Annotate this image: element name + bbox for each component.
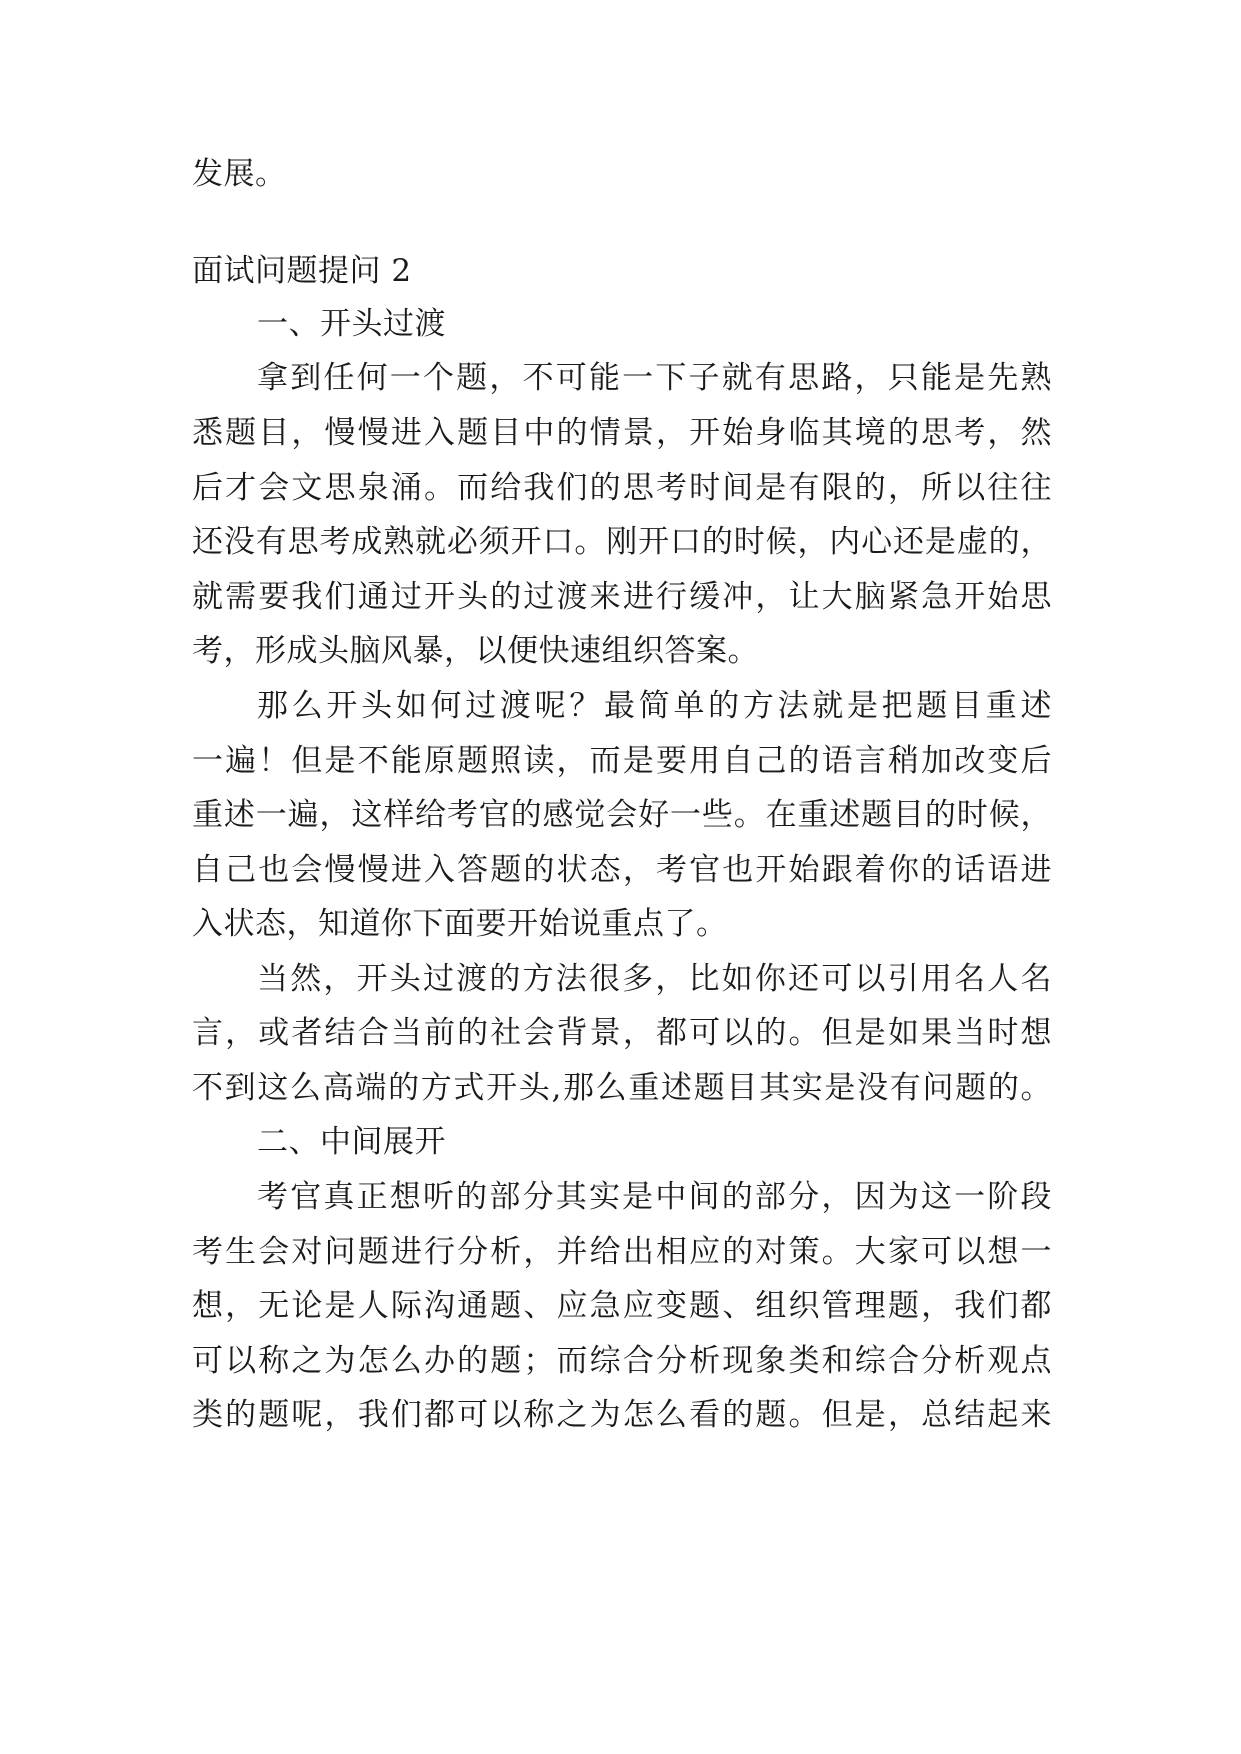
paragraph-line: 言，或者结合当前的社会背景，都可以的。但是如果当时想 — [192, 1015, 1052, 1051]
paragraph-line: 悉题目，慢慢进入题目中的情景，开始身临其境的思考，然 — [192, 415, 1052, 451]
section-title: 面试问题提问 2 — [192, 253, 412, 289]
paragraph-line: 拿到任何一个题，不可能一下子就有思路，只能是先熟 — [257, 360, 1052, 396]
paragraph-line: 不到这么高端的方式开头,那么重述题目其实是没有问题的。 — [192, 1070, 1052, 1106]
paragraph-line: 入状态，知道你下面要开始说重点了。 — [192, 906, 728, 942]
paragraph-line: 可以称之为怎么办的题；而综合分析现象类和综合分析观点 — [192, 1343, 1052, 1379]
paragraph-line: 就需要我们通过开头的过渡来进行缓冲，让大脑紧急开始思 — [192, 579, 1052, 615]
heading-middle-expansion: 二、中间展开 — [257, 1124, 446, 1160]
continuation-text: 发展。 — [192, 156, 287, 192]
paragraph-line: 考，形成头脑风暴，以便快速组织答案。 — [192, 633, 759, 669]
paragraph-line: 类的题呢，我们都可以称之为怎么看的题。但是，总结起来 — [192, 1397, 1052, 1433]
paragraph-line: 当然，开头过渡的方法很多，比如你还可以引用名人名 — [257, 961, 1052, 997]
paragraph-line: 自己也会慢慢进入答题的状态，考官也开始跟着你的话语进 — [192, 852, 1052, 888]
paragraph-line: 想，无论是人际沟通题、应急应变题、组织管理题，我们都 — [192, 1288, 1052, 1324]
paragraph-line: 那么开头如何过渡呢？最简单的方法就是把题目重述 — [257, 688, 1052, 724]
paragraph-line: 重述一遍，这样给考官的感觉会好一些。在重述题目的时候， — [192, 797, 1052, 833]
paragraph-line: 后才会文思泉涌。而给我们的思考时间是有限的，所以往往 — [192, 470, 1052, 506]
heading-opening-transition: 一、开头过渡 — [257, 306, 446, 342]
paragraph-line: 还没有思考成熟就必须开口。刚开口的时候，内心还是虚的， — [192, 524, 1052, 560]
paragraph-line: 考官真正想听的部分其实是中间的部分，因为这一阶段 — [257, 1179, 1052, 1215]
paragraph-line: 考生会对问题进行分析，并给出相应的对策。大家可以想一 — [192, 1234, 1052, 1270]
paragraph-line: 一遍！但是不能原题照读，而是要用自己的语言稍加改变后 — [192, 743, 1052, 779]
